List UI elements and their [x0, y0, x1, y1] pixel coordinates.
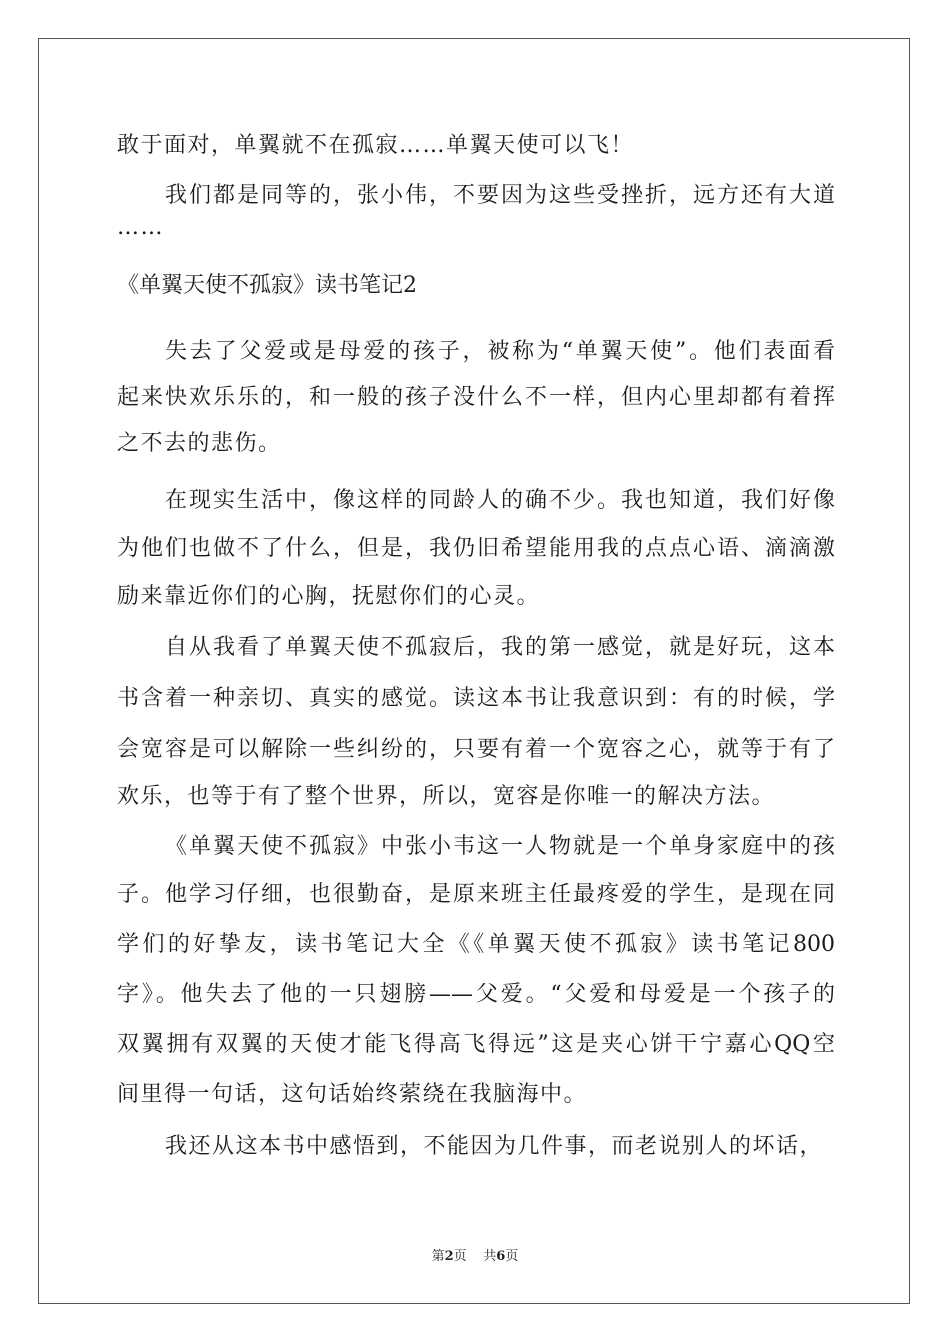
- section-heading: 《单翼天使不孤寂》读书笔记2: [117, 273, 417, 298]
- paragraph-line: 字》。他失去了他的一只翅膀——父爱。“父爱和母爱是一个孩子的: [117, 982, 835, 1007]
- page-number: 2: [444, 1249, 454, 1264]
- paragraph-line: 敢于面对，单翼就不在孤寂……单翼天使可以飞！: [117, 133, 635, 158]
- total-prefix: 共: [483, 1249, 497, 1264]
- page-prefix: 第: [431, 1249, 445, 1264]
- paragraph-line: 在现实生活中，像这样的同龄人的确不少。我也知道，我们好像: [165, 488, 835, 513]
- paragraph-line: 会宽容是可以解除一些纠纷的，只要有着一个宽容之心，就等于有了: [117, 737, 835, 762]
- paragraph-line: 自从我看了单翼天使不孤寂后，我的第一感觉，就是好玩，这本: [165, 635, 835, 660]
- paragraph-line: 为他们也做不了什么，但是，我仍旧希望能用我的点点心语、滴滴激: [117, 536, 835, 561]
- page-suffix: 页: [453, 1249, 467, 1264]
- paragraph-line: 之不去的悲伤。: [117, 431, 282, 456]
- paragraph-line: 学们的好挚友，读书笔记大全《《单翼天使不孤寂》读书笔记800: [117, 932, 835, 957]
- paragraph-line: 双翼拥有双翼的天使才能飞得高飞得远”这是夹心饼干宁嘉心QQ空: [117, 1032, 835, 1057]
- paragraph-line: 起来快欢乐乐的，和一般的孩子没什么不一样，但内心里却都有着挥: [117, 385, 835, 410]
- paragraph-line: 《单翼天使不孤寂》中张小韦这一人物就是一个单身家庭中的孩: [165, 834, 835, 859]
- paragraph-line: 书含着一种亲切、真实的感觉。读这本书让我意识到：有的时候，学: [117, 686, 835, 711]
- paragraph-line: 间里得一句话，这句话始终萦绕在我脑海中。: [117, 1082, 588, 1107]
- paragraph-line: 我还从这本书中感悟到，不能因为几件事，而老说别人的坏话，: [165, 1134, 824, 1159]
- page-footer: [0, 1245, 950, 1264]
- paragraph-line: 励来靠近你们的心胸，抚慰你们的心灵。: [117, 584, 541, 609]
- total-suffix: 页: [505, 1249, 519, 1264]
- paragraph-line: 失去了父爱或是母爱的孩子，被称为“单翼天使”。他们表面看: [165, 339, 835, 364]
- paragraph-line: 我们都是同等的，张小伟，不要因为这些受挫折，远方还有大道: [165, 183, 835, 208]
- total-pages: 6: [496, 1249, 506, 1264]
- paragraph-line: ……: [117, 215, 164, 240]
- paragraph-line: 欢乐，也等于有了整个世界，所以，宽容是你唯一的解决方法。: [117, 784, 776, 809]
- paragraph-line: 子。他学习仔细，也很勤奋，是原来班主任最疼爱的学生，是现在同: [117, 882, 835, 907]
